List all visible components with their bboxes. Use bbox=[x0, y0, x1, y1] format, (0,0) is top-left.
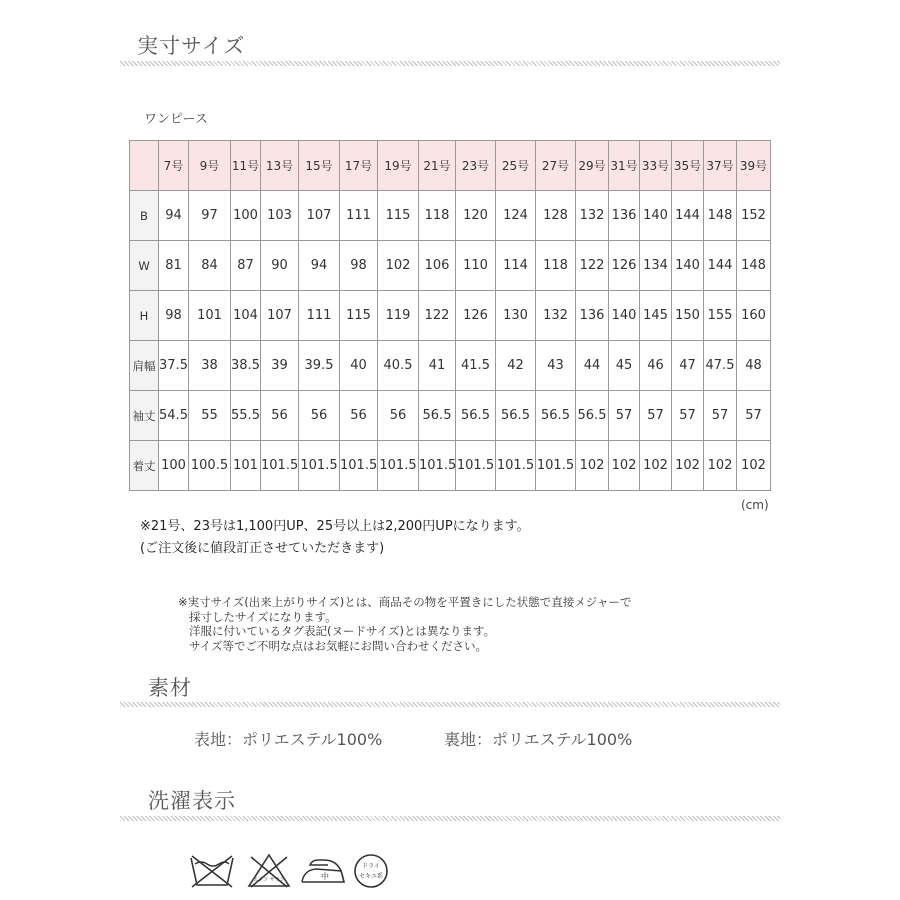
measurement-cell: 102 bbox=[704, 441, 737, 491]
measurement-cell: 140 bbox=[609, 291, 640, 341]
measurement-cell: 150 bbox=[672, 291, 704, 341]
measurement-cell: 45 bbox=[609, 341, 640, 391]
measurement-label: W bbox=[130, 241, 159, 291]
measurement-cell: 87 bbox=[231, 241, 261, 291]
measurement-cell: 102 bbox=[672, 441, 704, 491]
measurement-cell: 115 bbox=[378, 191, 419, 241]
measurement-cell: 55.5 bbox=[231, 391, 261, 441]
measurement-cell: 100 bbox=[231, 191, 261, 241]
measurement-cell: 42 bbox=[496, 341, 536, 391]
measurement-cell: 100.5 bbox=[189, 441, 231, 491]
measurement-cell: 160 bbox=[737, 291, 771, 341]
no-bleach-icon bbox=[246, 852, 292, 888]
measurement-cell: 57 bbox=[704, 391, 737, 441]
measurement-cell: 132 bbox=[576, 191, 609, 241]
measurement-cell: 128 bbox=[536, 191, 576, 241]
measurement-label: 着丈 bbox=[130, 441, 159, 491]
measurement-cell: 144 bbox=[704, 241, 737, 291]
measurement-cell: 56 bbox=[340, 391, 378, 441]
care-section-title: 洗濯表示 bbox=[148, 789, 236, 813]
size-header-cell: 13号 bbox=[261, 141, 299, 191]
measurement-cell: 104 bbox=[231, 291, 261, 341]
measurement-row bbox=[130, 241, 771, 291]
measurement-cell: 38 bbox=[189, 341, 231, 391]
size-header-cell: 17号 bbox=[340, 141, 378, 191]
unit-label: (cm) bbox=[741, 498, 769, 512]
measurement-cell: 152 bbox=[737, 191, 771, 241]
measurement-cell: 114 bbox=[496, 241, 536, 291]
size-header-cell: 37号 bbox=[704, 141, 737, 191]
measurement-cell: 56 bbox=[378, 391, 419, 441]
measurement-cell: 44 bbox=[576, 341, 609, 391]
dry-clean-text-top: ドライ bbox=[362, 863, 380, 870]
measurement-cell: 48 bbox=[737, 341, 771, 391]
dry-clean-icon bbox=[352, 852, 390, 890]
iron-temp-text: 中 bbox=[321, 872, 329, 881]
measurement-row bbox=[130, 291, 771, 341]
measurement-cell: 37.5 bbox=[159, 341, 189, 391]
size-header-cell: 15号 bbox=[299, 141, 340, 191]
measurement-cell: 106 bbox=[419, 241, 456, 291]
size-header-cell: 21号 bbox=[419, 141, 456, 191]
measurement-cell: 140 bbox=[640, 191, 672, 241]
measurement-cell: 145 bbox=[640, 291, 672, 341]
measurement-cell: 118 bbox=[419, 191, 456, 241]
measurement-cell: 122 bbox=[576, 241, 609, 291]
measurement-label: B bbox=[130, 191, 159, 241]
measurement-cell: 122 bbox=[419, 291, 456, 341]
measurement-label: H bbox=[130, 291, 159, 341]
measurement-cell: 101.5 bbox=[536, 441, 576, 491]
size-header-cell: 35号 bbox=[672, 141, 704, 191]
measurement-cell: 54.5 bbox=[159, 391, 189, 441]
lining-fabric: 裏地：ポリエステル100% bbox=[444, 730, 633, 749]
measurement-cell: 148 bbox=[704, 191, 737, 241]
measurement-cell: 124 bbox=[496, 191, 536, 241]
measurement-cell: 107 bbox=[261, 291, 299, 341]
measurement-cell: 101 bbox=[189, 291, 231, 341]
size-table-subtitle: ワンピース bbox=[144, 112, 208, 127]
measurement-cell: 81 bbox=[159, 241, 189, 291]
size-header-row bbox=[130, 141, 771, 191]
measurement-cell: 56 bbox=[261, 391, 299, 441]
size-header-cell: 9号 bbox=[189, 141, 231, 191]
size-header-cell: 39号 bbox=[737, 141, 771, 191]
measurement-cell: 140 bbox=[672, 241, 704, 291]
no-washing-icon bbox=[188, 852, 236, 888]
measurement-cell: 43 bbox=[536, 341, 576, 391]
measurement-cell: 56.5 bbox=[419, 391, 456, 441]
measurement-cell: 46 bbox=[640, 341, 672, 391]
measurement-cell: 56.5 bbox=[576, 391, 609, 441]
measurement-cell: 55 bbox=[189, 391, 231, 441]
measurement-cell: 126 bbox=[456, 291, 496, 341]
measurement-cell: 100 bbox=[159, 441, 189, 491]
measurement-cell: 56.5 bbox=[496, 391, 536, 441]
measurement-cell: 101.5 bbox=[419, 441, 456, 491]
material-section-title: 素材 bbox=[148, 676, 192, 700]
size-explanation bbox=[178, 595, 632, 653]
measurement-cell: 97 bbox=[189, 191, 231, 241]
measurement-cell: 56 bbox=[299, 391, 340, 441]
measurement-cell: 111 bbox=[340, 191, 378, 241]
measurement-cell: 90 bbox=[261, 241, 299, 291]
measurement-cell: 120 bbox=[456, 191, 496, 241]
measurement-cell: 98 bbox=[340, 241, 378, 291]
measurement-cell: 103 bbox=[261, 191, 299, 241]
measurement-cell: 155 bbox=[704, 291, 737, 341]
size-header-cell: 27号 bbox=[536, 141, 576, 191]
measurement-cell: 101 bbox=[231, 441, 261, 491]
measurement-cell: 107 bbox=[299, 191, 340, 241]
measurement-cell: 101.5 bbox=[378, 441, 419, 491]
price-correction-note: (ご注文後に値段訂正させていただきます) bbox=[140, 541, 385, 556]
measurement-cell: 57 bbox=[640, 391, 672, 441]
size-header-cell: 19号 bbox=[378, 141, 419, 191]
size-header-cell: 7号 bbox=[159, 141, 189, 191]
measurement-row bbox=[130, 341, 771, 391]
measurement-cell: 111 bbox=[299, 291, 340, 341]
measurement-cell: 101.5 bbox=[340, 441, 378, 491]
measurement-cell: 98 bbox=[159, 291, 189, 341]
measurement-cell: 47 bbox=[672, 341, 704, 391]
measurement-cell: 130 bbox=[496, 291, 536, 341]
size-header-cell: 29号 bbox=[576, 141, 609, 191]
measurement-cell: 101.5 bbox=[496, 441, 536, 491]
measurement-cell: 101.5 bbox=[261, 441, 299, 491]
measurement-cell: 132 bbox=[536, 291, 576, 341]
measurement-row bbox=[130, 191, 771, 241]
measurement-cell: 102 bbox=[576, 441, 609, 491]
size-header-cell: 31号 bbox=[609, 141, 640, 191]
measurement-row bbox=[130, 441, 771, 491]
size-table bbox=[129, 140, 771, 491]
measurement-cell: 102 bbox=[640, 441, 672, 491]
care-section-divider bbox=[120, 816, 780, 821]
measurement-cell: 41 bbox=[419, 341, 456, 391]
measurement-cell: 115 bbox=[340, 291, 378, 341]
measurement-cell: 56.5 bbox=[536, 391, 576, 441]
fine-print-line: 洋服に付いているタグ表記(ヌードサイズ)とは異なります。 bbox=[178, 624, 496, 638]
material-section-divider bbox=[120, 702, 780, 707]
iron-medium-icon bbox=[298, 852, 348, 888]
measurement-cell: 41.5 bbox=[456, 341, 496, 391]
price-note: ※21号、23号は1,100円UP、25号以上は2,200円UPになります。 bbox=[140, 519, 530, 534]
measurement-cell: 119 bbox=[378, 291, 419, 341]
measurement-cell: 94 bbox=[159, 191, 189, 241]
measurement-cell: 136 bbox=[609, 191, 640, 241]
measurement-cell: 40 bbox=[340, 341, 378, 391]
measurement-row bbox=[130, 391, 771, 441]
measurement-cell: 39.5 bbox=[299, 341, 340, 391]
measurement-cell: 102 bbox=[378, 241, 419, 291]
measurement-cell: 101.5 bbox=[456, 441, 496, 491]
size-section-divider bbox=[120, 61, 780, 66]
measurement-cell: 38.5 bbox=[231, 341, 261, 391]
measurement-cell: 126 bbox=[609, 241, 640, 291]
fine-print-line: 採寸したサイズになります。 bbox=[178, 609, 337, 624]
fine-print-line: ※実寸サイズ(出来上がりサイズ)とは、商品その物を平置きにした状態で直接メジャーで bbox=[178, 595, 632, 609]
measurement-cell: 136 bbox=[576, 291, 609, 341]
measurement-cell: 57 bbox=[672, 391, 704, 441]
measurement-cell: 134 bbox=[640, 241, 672, 291]
measurement-label: 肩幅 bbox=[130, 341, 159, 391]
measurement-cell: 101.5 bbox=[299, 441, 340, 491]
measurement-cell: 118 bbox=[536, 241, 576, 291]
dry-clean-text-bottom: セキユ系 bbox=[358, 873, 384, 880]
fine-print-line: サイズ等でご不明な点はお気軽にお問い合わせください。 bbox=[178, 638, 488, 653]
measurement-cell: 84 bbox=[189, 241, 231, 291]
size-header-cell: 33号 bbox=[640, 141, 672, 191]
measurement-label: 袖丈 bbox=[130, 391, 159, 441]
measurement-cell: 102 bbox=[737, 441, 771, 491]
measurement-cell: 47.5 bbox=[704, 341, 737, 391]
measurement-cell: 102 bbox=[609, 441, 640, 491]
measurement-cell: 94 bbox=[299, 241, 340, 291]
outer-fabric: 表地：ポリエステル100% bbox=[194, 730, 383, 749]
measurement-cell: 39 bbox=[261, 341, 299, 391]
measurement-cell: 57 bbox=[609, 391, 640, 441]
size-section-title: 実寸サイズ bbox=[137, 34, 246, 58]
no-bleach-text: エンソ サラシ bbox=[253, 877, 285, 883]
measurement-cell: 110 bbox=[456, 241, 496, 291]
measurement-cell: 56.5 bbox=[456, 391, 496, 441]
measurement-cell: 144 bbox=[672, 191, 704, 241]
measurement-cell: 40.5 bbox=[378, 341, 419, 391]
size-header-cell: 11号 bbox=[231, 141, 261, 191]
measurement-cell: 148 bbox=[737, 241, 771, 291]
measurement-cell: 57 bbox=[737, 391, 771, 441]
size-header-cell: 25号 bbox=[496, 141, 536, 191]
size-header-cell: 23号 bbox=[456, 141, 496, 191]
header-corner-cell bbox=[130, 141, 159, 191]
